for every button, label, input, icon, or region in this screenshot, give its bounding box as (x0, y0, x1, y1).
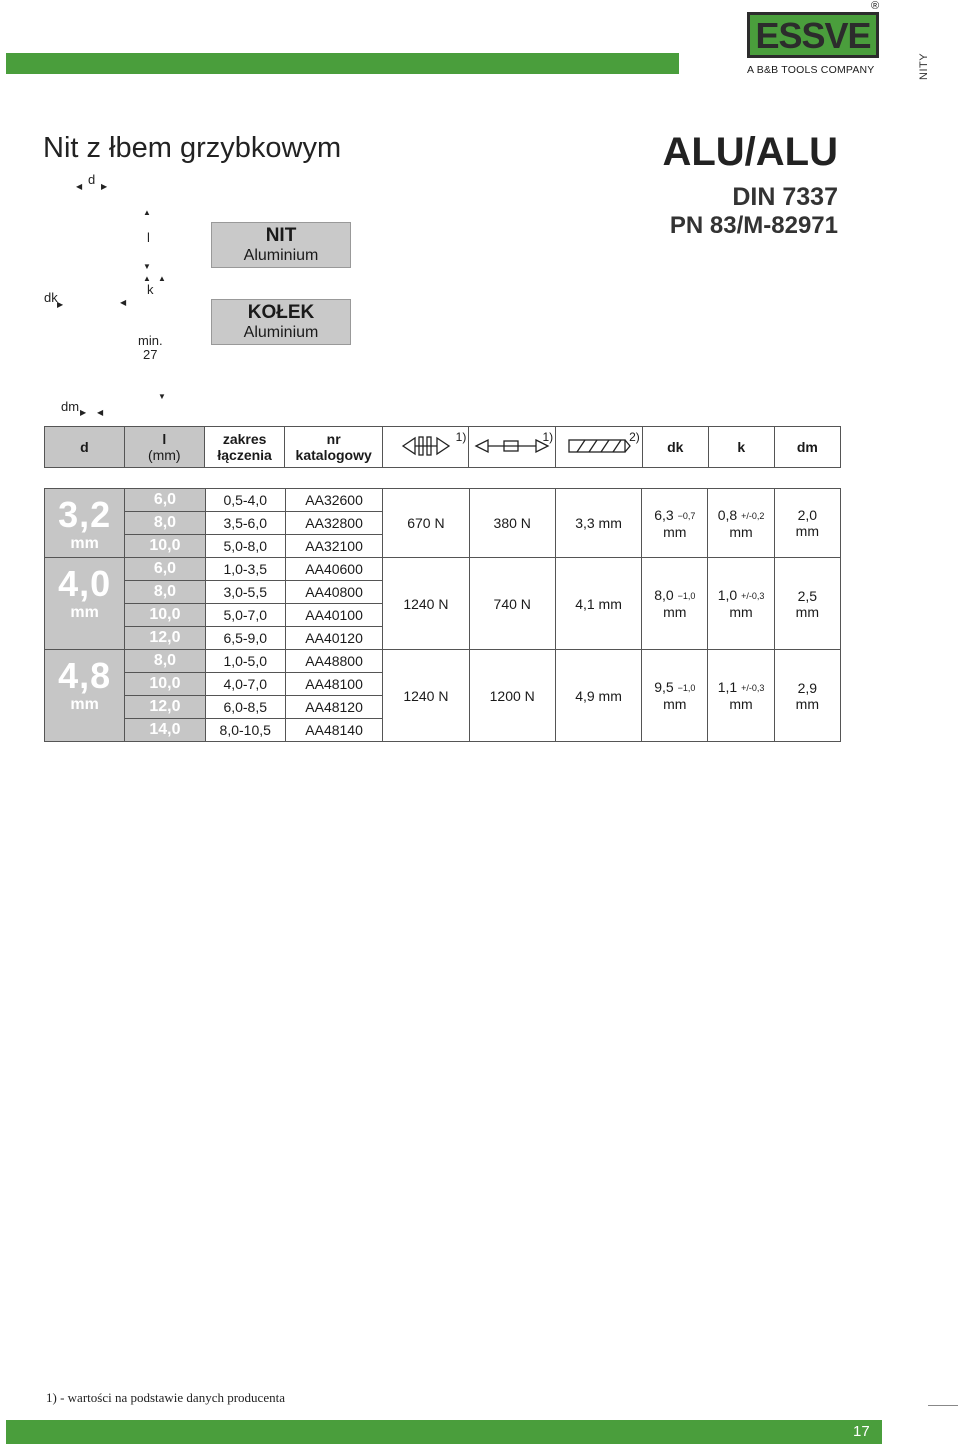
k-cell-value-line (708, 679, 773, 696)
grip-range-cell: 1,0-5,0 (205, 650, 285, 673)
divider (928, 1405, 958, 1406)
grip-range-cell: 0,5-4,0 (205, 489, 285, 512)
dk-cell-value-line (642, 679, 707, 696)
length-cell: 8,0 (125, 512, 205, 535)
label-min: min. (138, 333, 163, 348)
footnote-ref: 1) (455, 430, 467, 444)
k-cell-tolerance: +/-0,2 (741, 510, 765, 521)
grip-range-cell: 6,0-8,5 (205, 696, 285, 719)
dm-cell-unit: mm (795, 695, 819, 712)
diameter-cell (45, 558, 125, 650)
length-cell: 10,0 (125, 604, 205, 627)
dm-cell-value-line (775, 680, 840, 696)
header-l-label: l (162, 431, 167, 447)
header-green-bar (6, 53, 679, 74)
catalog-number-cell: AA48140 (285, 719, 382, 742)
essve-logo-mark (747, 12, 879, 58)
diameter-unit: mm (70, 604, 99, 621)
dk-cell-value: 9,5 (654, 679, 674, 695)
footnote-text: 1) - wartości na podstawie danych producenta (46, 1390, 285, 1405)
drill-size-cell: 4,9 mm (555, 650, 641, 742)
dk-cell-tolerance: −0,7 (677, 510, 696, 521)
k-cell-tolerance: +/-0,3 (741, 683, 765, 693)
length-cell: 12,0 (125, 696, 205, 719)
catalog-number-cell: AA40100 (285, 604, 382, 627)
grip-range-cell: 3,0-5,5 (205, 581, 285, 604)
spec-table (44, 488, 841, 742)
diameter-value: 3,2 (58, 494, 112, 535)
table-row (45, 650, 841, 673)
k-cell-unit: mm (729, 604, 753, 620)
arrow-left-icon: ◀ (97, 408, 104, 417)
k-cell-value: 0,8 (717, 506, 738, 523)
dk-cell-value: 6,3 (654, 506, 674, 523)
arrow-down-icon: ▼ (143, 262, 151, 271)
arrow-up-icon: ▲ (158, 274, 166, 283)
dk-cell-unit: mm (663, 523, 687, 540)
diameter-value: 4,8 (58, 655, 112, 696)
box-title: KOŁEK (247, 302, 315, 323)
label-dk: dk (44, 290, 58, 305)
header-k: k (708, 427, 774, 468)
grip-range-cell: 4,0-7,0 (205, 673, 285, 696)
dk-cell (642, 489, 708, 558)
diameter-value: 4,0 (58, 563, 112, 604)
tensile-force-cell: 380 N (469, 489, 555, 558)
shear-force-cell: 1240 N (383, 650, 469, 742)
label-k: k (147, 282, 154, 297)
label-dm: dm (61, 399, 80, 414)
k-cell-unit: mm (729, 696, 753, 712)
dk-cell (642, 650, 708, 742)
nit-material-box (211, 222, 351, 268)
spec-table-header (44, 426, 841, 468)
box-title: NIT (265, 225, 297, 246)
arrow-right-icon: ▶ (57, 300, 64, 309)
k-cell (708, 558, 774, 650)
dk-cell-tolerance: −1,0 (677, 683, 696, 693)
header-drill-size (556, 427, 643, 468)
header-l-unit: (mm) (147, 447, 181, 463)
drill-bit-icon (567, 437, 631, 455)
dm-cell-value-line (775, 588, 840, 604)
tensile-test-icon (474, 436, 550, 456)
essve-logo (745, 0, 885, 78)
dk-cell-value-line (642, 507, 707, 524)
header-catalog (285, 427, 383, 468)
diameter-unit: mm (70, 696, 99, 713)
box-subtitle: Aluminium (243, 324, 319, 341)
dk-cell (642, 558, 708, 650)
header-range-line1: zakres (222, 431, 267, 447)
catalog-number-cell: AA40800 (285, 581, 382, 604)
header-shear-force (382, 427, 468, 468)
logo-tagline: A B&B TOOLS COMPANY (747, 64, 875, 76)
header-dm: dm (774, 427, 840, 468)
arrow-right-icon: ▶ (80, 408, 87, 417)
registered-mark: ® (871, 0, 880, 12)
dm-cell-unit: mm (795, 603, 819, 620)
catalog-number-cell: AA32800 (285, 512, 382, 535)
dm-cell (774, 650, 840, 742)
grip-range-cell: 6,5-9,0 (205, 627, 285, 650)
length-cell: 6,0 (125, 489, 205, 512)
header-dk: dk (642, 427, 708, 468)
catalog-number-cell: AA48100 (285, 673, 382, 696)
arrow-down-icon: ▼ (158, 392, 166, 401)
dk-cell-value-line (642, 587, 707, 604)
grip-range-cell: 1,0-3,5 (205, 558, 285, 581)
header-range (204, 427, 285, 468)
material-heading: ALU/ALU (662, 130, 838, 174)
k-cell-tolerance: +/-0,3 (741, 591, 765, 601)
svg-text:ESSVE: ESSVE (755, 15, 871, 56)
shear-force-cell: 1240 N (383, 558, 469, 650)
drill-size-cell: 4,1 mm (555, 558, 641, 650)
dk-cell-unit: mm (663, 696, 687, 712)
grip-range-cell: 3,5-6,0 (205, 512, 285, 535)
arrow-up-icon: ▲ (143, 274, 151, 283)
k-cell-value-line (708, 507, 773, 524)
k-cell (708, 489, 774, 558)
header-catalog-line1: nr (326, 431, 341, 447)
dm-cell-value-line (775, 507, 840, 523)
dm-cell-value: 2,0 (797, 507, 818, 523)
kolek-material-box (211, 299, 351, 345)
k-cell (708, 650, 774, 742)
grip-range-cell: 5,0-7,0 (205, 604, 285, 627)
dm-cell (774, 489, 840, 558)
k-cell-unit: mm (729, 523, 753, 540)
length-cell: 10,0 (125, 535, 205, 558)
standard-pn: PN 83/M-82971 (669, 212, 838, 239)
page-title: Nit z łbem grzybkowym (43, 132, 342, 164)
footnote-ref: 2) (629, 430, 640, 444)
arrow-up-icon: ▲ (143, 208, 151, 217)
length-cell: 8,0 (125, 581, 205, 604)
box-subtitle: Aluminium (243, 247, 319, 264)
header-d: d (45, 427, 125, 468)
dm-cell-value: 2,5 (797, 587, 818, 604)
diameter-cell (45, 489, 125, 558)
length-cell: 10,0 (125, 673, 205, 696)
label-27: 27 (143, 347, 158, 362)
grip-range-cell: 5,0-8,0 (205, 535, 285, 558)
shear-test-icon (401, 434, 451, 458)
footnote-ref: 1) (542, 430, 554, 444)
dm-cell (774, 558, 840, 650)
dm-cell-unit: mm (795, 523, 819, 539)
k-cell-value: 1,0 (717, 587, 738, 603)
page-number: 17 (853, 1423, 870, 1440)
length-cell: 14,0 (125, 719, 205, 742)
section-label: NITY (918, 52, 930, 80)
catalog-number-cell: AA40600 (285, 558, 382, 581)
k-cell-value-line (708, 587, 773, 604)
catalog-number-cell: AA48800 (285, 650, 382, 673)
drill-size-cell: 3,3 mm (555, 489, 641, 558)
length-cell: 12,0 (125, 627, 205, 650)
shear-force-cell: 670 N (383, 489, 469, 558)
arrow-left-icon: ◀ (120, 298, 127, 307)
arrow-left-icon: ◀ (76, 182, 83, 191)
footer-green-bar (6, 1420, 882, 1444)
standard-din: DIN 7337 (732, 183, 838, 211)
header-range-line2: łączenia (217, 447, 272, 463)
header-l (124, 427, 204, 468)
dk-cell-unit: mm (663, 604, 687, 620)
tensile-force-cell: 740 N (469, 558, 555, 650)
dk-cell-value: 8,0 (654, 587, 674, 603)
diameter-cell (45, 650, 125, 742)
diameter-unit: mm (70, 535, 99, 552)
catalog-number-cell: AA48120 (285, 696, 382, 719)
arrow-right-icon: ▶ (101, 182, 108, 191)
tensile-force-cell: 1200 N (469, 650, 555, 742)
length-cell: 6,0 (125, 558, 205, 581)
table-row (45, 489, 841, 512)
label-d: d (88, 172, 96, 187)
header-tensile-force (469, 427, 556, 468)
catalog-number-cell: AA40120 (285, 627, 382, 650)
length-cell: 8,0 (125, 650, 205, 673)
table-row (45, 558, 841, 581)
catalog-number-cell: AA32100 (285, 535, 382, 558)
dk-cell-tolerance: −1,0 (677, 591, 696, 601)
grip-range-cell: 8,0-10,5 (205, 719, 285, 742)
catalog-number-cell: AA32600 (285, 489, 382, 512)
header-catalog-line2: katalogowy (295, 447, 372, 463)
label-l: l (147, 230, 150, 245)
dm-cell-value: 2,9 (797, 679, 818, 696)
k-cell-value: 1,1 (717, 679, 738, 695)
